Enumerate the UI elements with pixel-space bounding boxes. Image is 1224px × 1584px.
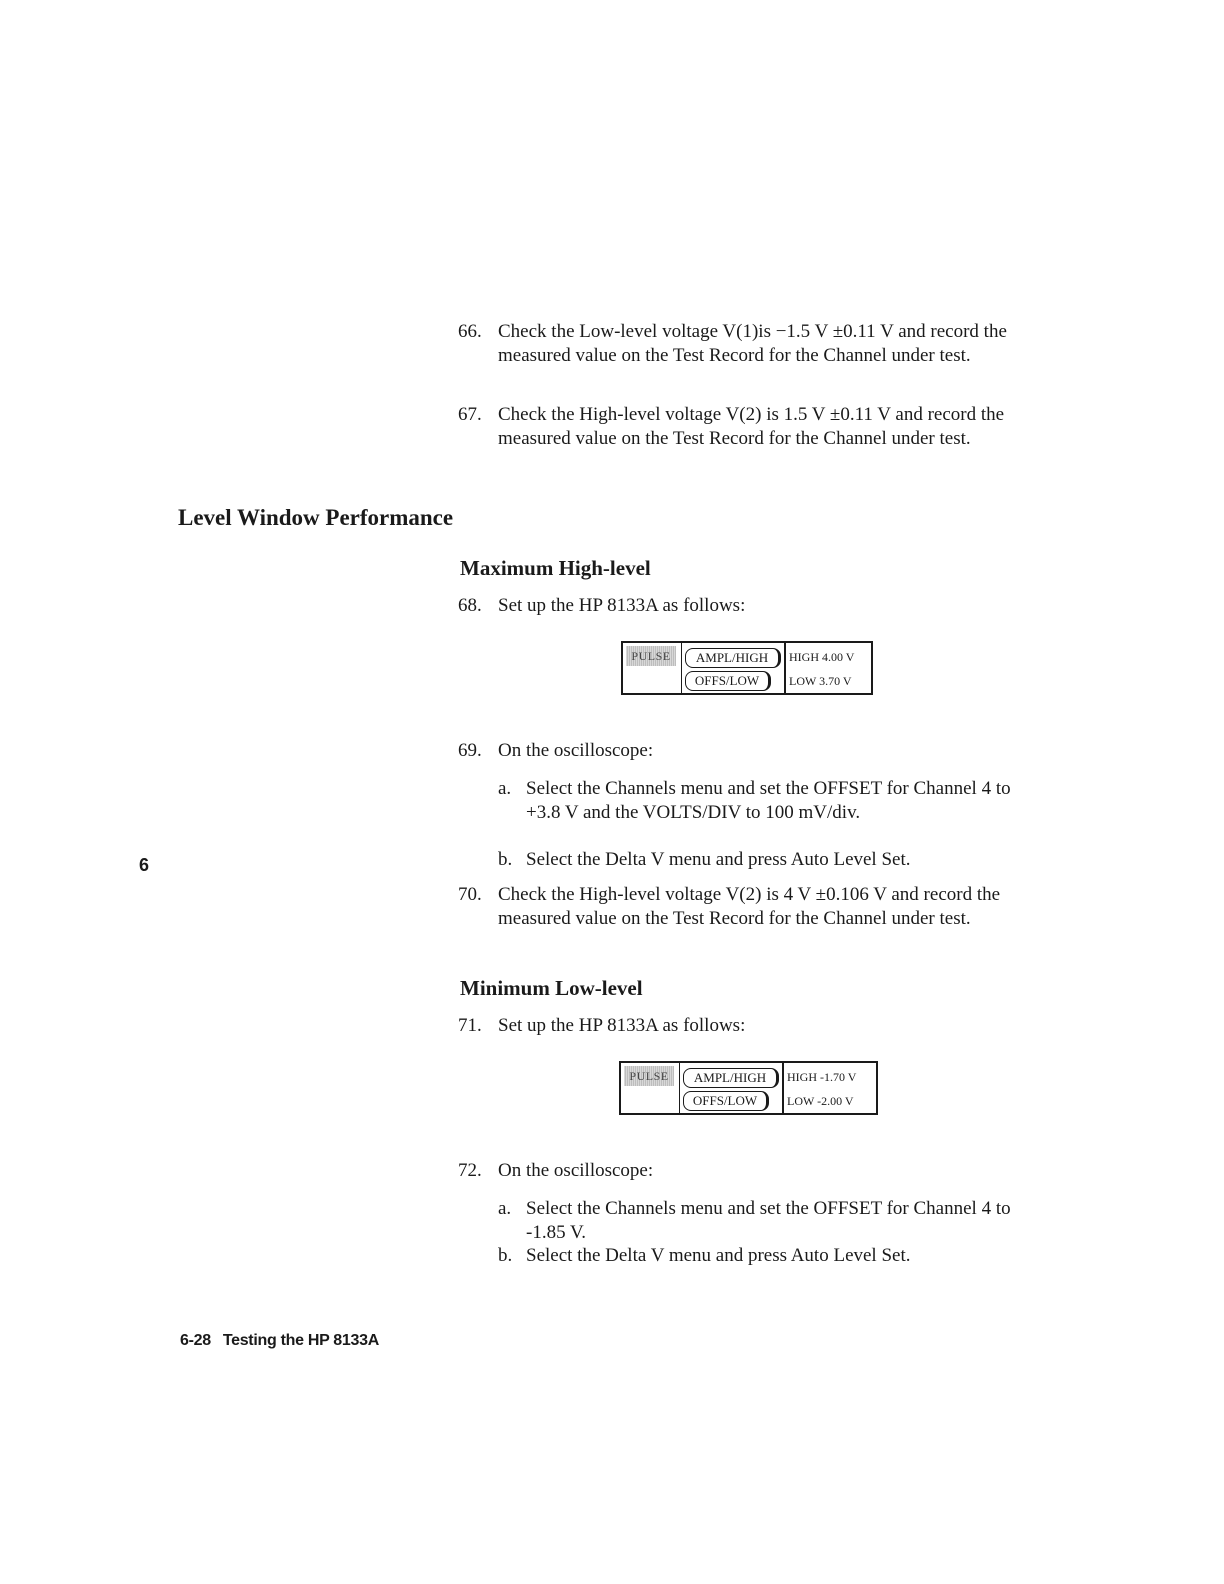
step-text: Check the Low-level voltage V(1)is −1.5 V ±0.11 V and record the measured value on the Test Record for the Channel under test.: [498, 321, 1007, 366]
step-number: 72.: [458, 1160, 482, 1181]
step-number: 70.: [458, 884, 482, 905]
softkey-column: [682, 643, 786, 693]
substep-letter: a.: [498, 1198, 512, 1219]
step-72b: [498, 1244, 1018, 1268]
step-number: 69.: [458, 740, 482, 761]
section-title: Level Window Performance: [178, 505, 454, 530]
low-level-value: LOW 3.70 V: [789, 674, 852, 688]
offs-low-softkey: OFFS/LOW: [683, 1091, 769, 1111]
ampl-high-softkey: AMPL/HIGH: [683, 1068, 779, 1088]
step-71: [458, 1014, 1018, 1038]
step-text: Set up the HP 8133A as follows:: [498, 595, 746, 616]
menu-column: [621, 1063, 680, 1113]
menu-column: [623, 643, 682, 693]
softkey-column: [680, 1063, 784, 1113]
step-69b: [498, 848, 1018, 872]
substep-text: Select the Delta V menu and press Auto Level Set.: [526, 1245, 911, 1266]
step-72a: [498, 1197, 1018, 1245]
chapter-tab-marker: 6: [139, 855, 150, 875]
step-text: Set up the HP 8133A as follows:: [498, 1015, 746, 1036]
substep-letter: b.: [498, 1245, 513, 1266]
substep-text: Select the Channels menu and set the OFFSET for Channel 4 to -1.85 V.: [526, 1198, 1011, 1243]
pulse-menu-key: PULSE: [626, 646, 676, 666]
step-text: On the oscilloscope:: [498, 1160, 654, 1181]
instrument-settings-panel: [619, 1061, 878, 1115]
offs-low-softkey: OFFS/LOW: [685, 671, 771, 691]
step-text: Check the High-level voltage V(2) is 4 V ±0.106 V and record the measured value on the Test Record for the Channel under test.: [498, 884, 1001, 929]
step-69: [458, 739, 1018, 763]
step-number: 68.: [458, 595, 482, 616]
step-68: [458, 594, 1018, 618]
page-number: 6-28: [180, 1332, 211, 1349]
step-69a: [498, 777, 1018, 825]
ampl-high-softkey: AMPL/HIGH: [685, 648, 781, 668]
subheading-minimum-low-level: Minimum Low-level: [460, 976, 643, 1000]
step-72: [458, 1159, 1018, 1183]
value-column: [786, 643, 871, 693]
value-column: [784, 1063, 876, 1113]
step-number: 66.: [458, 321, 482, 342]
low-level-value: LOW -2.00 V: [787, 1094, 854, 1108]
footer-title: Testing the HP 8133A: [222, 1332, 379, 1349]
substep-letter: b.: [498, 849, 513, 870]
substep-text: Select the Delta V menu and press Auto Level Set.: [526, 849, 911, 870]
substep-text: Select the Channels menu and set the OFFSET for Channel 4 to +3.8 V and the VOLTS/DIV to 100 mV/div.: [526, 778, 1011, 823]
subheading-maximum-high-level: Maximum High-level: [460, 556, 651, 580]
pulse-menu-key: PULSE: [624, 1066, 674, 1086]
high-level-value: HIGH -1.70 V: [787, 1070, 857, 1084]
substep-letter: a.: [498, 778, 512, 799]
high-level-value: HIGH 4.00 V: [789, 650, 855, 664]
step-67: [458, 403, 1018, 451]
step-text: On the oscilloscope:: [498, 740, 654, 761]
step-70: [458, 883, 1018, 931]
step-number: 71.: [458, 1015, 482, 1036]
step-66: [458, 320, 1018, 368]
page-footer: [180, 1332, 379, 1350]
step-number: 67.: [458, 404, 482, 425]
instrument-settings-panel: [621, 641, 873, 695]
step-text: Check the High-level voltage V(2) is 1.5 V ±0.11 V and record the measured value on the Test Record for the Channel under test.: [498, 404, 1005, 449]
